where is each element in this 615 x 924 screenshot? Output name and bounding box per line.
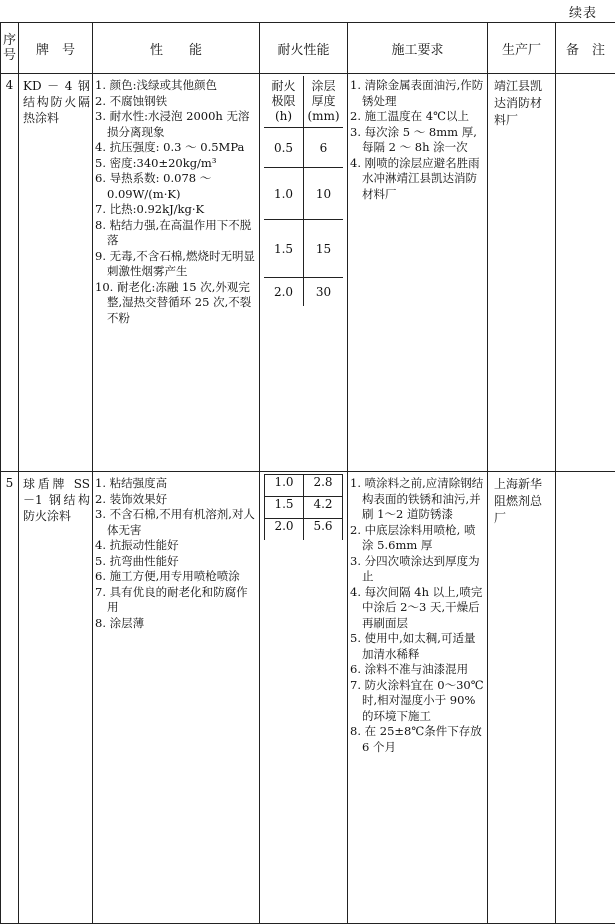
prop-item: 8. 涂层薄 <box>95 615 145 630</box>
prop-item: 6. 导热系数: 0.078 ～ 0.09W/(m·K) <box>95 171 212 201</box>
step-item: 4. 刚喷的涂层应避名胜雨水冲淋靖江县凯达消防材料厂 <box>350 155 480 201</box>
fire-limit: 1.5 <box>265 497 304 519</box>
row-brand: 球盾牌 SS－1 钢结构防火涂料 <box>19 472 93 924</box>
prop-item: 4. 抗压强度: 0.3 ～ 0.5MPa <box>95 140 245 154</box>
row-fire <box>260 472 348 924</box>
fire-thickness: 30 <box>315 284 332 299</box>
row-fire <box>260 74 348 472</box>
fire-subtable <box>264 474 343 540</box>
fireproof-coating-table <box>0 22 615 924</box>
fire-thickness: 6 <box>304 128 344 168</box>
header-brand: 牌 号 <box>19 23 93 74</box>
fire-limit: 2.0 <box>265 519 304 541</box>
step-item: 1. 清除金属表面油污,作防锈处理 <box>350 78 484 108</box>
continued-label: 续表 <box>568 6 597 21</box>
prop-item: 7. 具有优良的耐老化和防腐作用 <box>95 584 248 614</box>
prop-item: 8. 粘结力强,在高温作用下不脱落 <box>95 217 252 247</box>
row-seq: 4 <box>1 74 19 472</box>
prop-item: 5. 密度:340±20kg/m³ <box>95 155 217 170</box>
header-fire: 耐火性能 <box>260 23 348 74</box>
prop-item: 6. 施工方便,用专用喷枪喷涂 <box>95 569 240 583</box>
fire-limit: 1.0 <box>264 168 304 220</box>
row-seq: 5 <box>1 472 19 924</box>
row-maker: 靖江县凯达消防材料厂 <box>488 74 556 472</box>
prop-item: 5. 抗弯曲性能好 <box>95 553 179 568</box>
step-item: 3. 分四次喷涂达到厚度为止 <box>350 553 480 583</box>
step-item: 2. 施工温度在 4℃以上 <box>350 109 469 123</box>
row-note <box>556 472 615 924</box>
header-maker: 生产厂 <box>488 23 556 74</box>
header-seq: 序号 <box>1 23 19 74</box>
header-construction: 施工要求 <box>348 23 488 74</box>
fire-limit: 1.5 <box>264 220 304 278</box>
prop-item: 2. 不腐蚀钢铁 <box>95 93 168 108</box>
fire-limit: 1.0 <box>265 475 304 497</box>
prop-item: 1. 粘结强度高 <box>95 476 168 490</box>
fire-limit-header: 耐火 极限 (h) <box>264 76 304 128</box>
step-item: 8. 在 25±8℃条件下存放 6 个月 <box>350 724 482 754</box>
fire-thickness: 4.2 <box>304 497 343 519</box>
fire-thickness-header: 涂层 厚度 (mm) <box>304 76 344 128</box>
fire-thickness: 15 <box>304 220 344 278</box>
prop-item: 3. 不含石棉,不用有机溶剂,对人体无害 <box>95 507 255 537</box>
fire-limit: 2.0 <box>264 278 304 306</box>
table-row <box>1 74 615 472</box>
row-brand: KD － 4 钢结构防火隔热涂料 <box>19 74 93 472</box>
prop-item: 1. 颜色:浅绿或其他颜色 <box>95 78 218 92</box>
prop-item: 7. 比热:0.92kJ/kg·K <box>95 202 205 216</box>
row-construction <box>348 472 488 924</box>
row-maker: 上海新华阻燃剂总厂 <box>488 472 556 924</box>
prop-item: 4. 抗振动性能好 <box>95 538 179 552</box>
step-item: 6. 涂料不准与油漆混用 <box>350 662 469 676</box>
step-item: 3. 每次涂 5 ～ 8mm 厚,每隔 2 ～ 8h 涂一次 <box>350 124 477 154</box>
header-row <box>1 23 615 74</box>
fire-limit: 0.5 <box>264 128 304 168</box>
row-note <box>556 74 615 472</box>
row-construction <box>348 74 488 472</box>
table-row <box>1 472 615 924</box>
fire-thickness: 5.6 <box>304 519 343 541</box>
fire-thickness: 10 <box>304 168 344 220</box>
step-item: 5. 使用中,如太稠,可适量加清水稀释 <box>350 631 476 661</box>
step-item: 4. 每次间隔 4h 以上,喷完中涂后 2～3 天,干燥后再刷面层 <box>350 584 483 630</box>
row-props <box>93 472 260 924</box>
header-note: 备 注 <box>556 23 615 74</box>
fire-thickness: 2.8 <box>304 475 343 497</box>
fire-subtable <box>264 76 343 306</box>
prop-item: 2. 装饰效果好 <box>95 491 168 506</box>
step-item: 1. 喷涂料之前,应清除钢结构表面的铁锈和油污,并刷 1～2 道防锈漆 <box>350 476 484 521</box>
header-props: 性 能 <box>93 23 260 74</box>
prop-item: 9. 无毒,不含石棉,燃烧时无明显刺激性烟雾产生 <box>95 248 255 278</box>
row-props <box>93 74 260 472</box>
prop-item: 3. 耐水性:水浸泡 2000h 无溶损分离现象 <box>95 109 250 139</box>
prop-item: 10. 耐老化:冻融 15 次,外观完整,湿热交替循环 25 次,不裂不粉 <box>95 279 252 325</box>
step-item: 2. 中底层涂料用喷枪, 喷涂 5.6mm 厚 <box>350 522 476 552</box>
step-item: 7. 防火涂料宜在 0～30℃时,相对湿度小于 90% 的环境下施工 <box>350 677 484 723</box>
